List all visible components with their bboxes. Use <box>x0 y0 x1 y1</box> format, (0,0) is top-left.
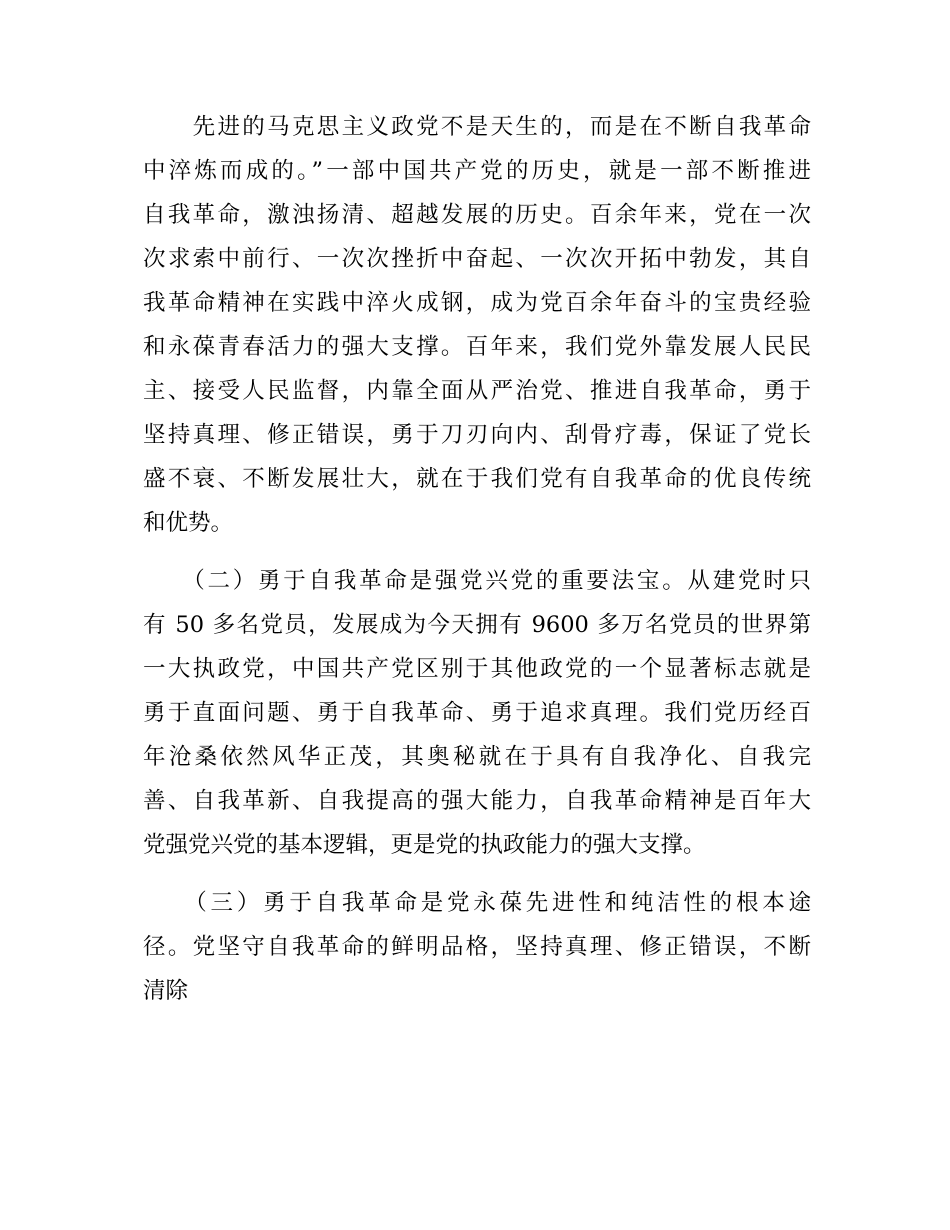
paragraph-spacer <box>143 545 811 559</box>
text-line: 和永葆青春活力的强大支撑。百年来，我们党外靠发展人民民 <box>143 334 811 360</box>
text-line: 自我革命，激浊扬清、超越发展的历史。百余年来，党在一次 <box>143 202 811 228</box>
text-line: 党强党兴党的基本逻辑，更是党的执政能力的强大支撑。 <box>143 832 706 858</box>
text-line: 一大执政党，中国共产党区别于其他政党的一个显著标志就是 <box>143 656 811 682</box>
text-line: 我革命精神在实践中淬火成钢，成为党百余年奋斗的宝贵经验 <box>143 290 811 316</box>
text-line: 有 50 多名党员，发展成为今天拥有 9600 多万名党员的世界第 <box>143 612 811 638</box>
text-line: 主、接受人民监督，内靠全面从严治党、推进自我革命，勇于 <box>143 378 811 404</box>
text-line: 中淬炼而成的。”一部中国共产党的历史，就是一部不断推进 <box>143 158 811 184</box>
text-line: 坚持真理、修正错误，勇于刀刃向内、刮骨疗毒，保证了党长 <box>143 422 811 448</box>
text-line: 径。党坚守自我革命的鲜明品格，坚持真理、修正错误，不断 <box>143 934 811 960</box>
paragraph-spacer <box>143 867 811 881</box>
text-line: 勇于直面问题、勇于自我革命、勇于追求真理。我们党历经百 <box>143 700 811 726</box>
paragraph-2 <box>143 559 811 867</box>
text-line: （三）勇于自我革命是党永葆先进性和纯洁性的根本途 <box>143 890 811 916</box>
text-line: 先进的马克思主义政党不是天生的，而是在不断自我革命 <box>143 114 811 140</box>
text-line: 次求索中前行、一次次挫折中奋起、一次次开拓中勃发，其自 <box>143 246 811 272</box>
text-line: 和优势。 <box>143 510 234 536</box>
paragraph-1 <box>143 105 811 545</box>
text-line: 善、自我革新、自我提高的强大能力，自我革命精神是百年大 <box>143 788 811 814</box>
document-body <box>143 105 811 1013</box>
text-line: （二）勇于自我革命是强党兴党的重要法宝。从建党时只 <box>143 568 811 594</box>
text-line: 年沧桑依然风华正茂，其奥秘就在于具有自我净化、自我完 <box>143 744 811 770</box>
text-line: 盛不衰、不断发展壮大，就在于我们党有自我革命的优良传统 <box>143 466 811 492</box>
text-line: 清除 <box>143 978 189 1004</box>
paragraph-3 <box>143 881 811 1013</box>
